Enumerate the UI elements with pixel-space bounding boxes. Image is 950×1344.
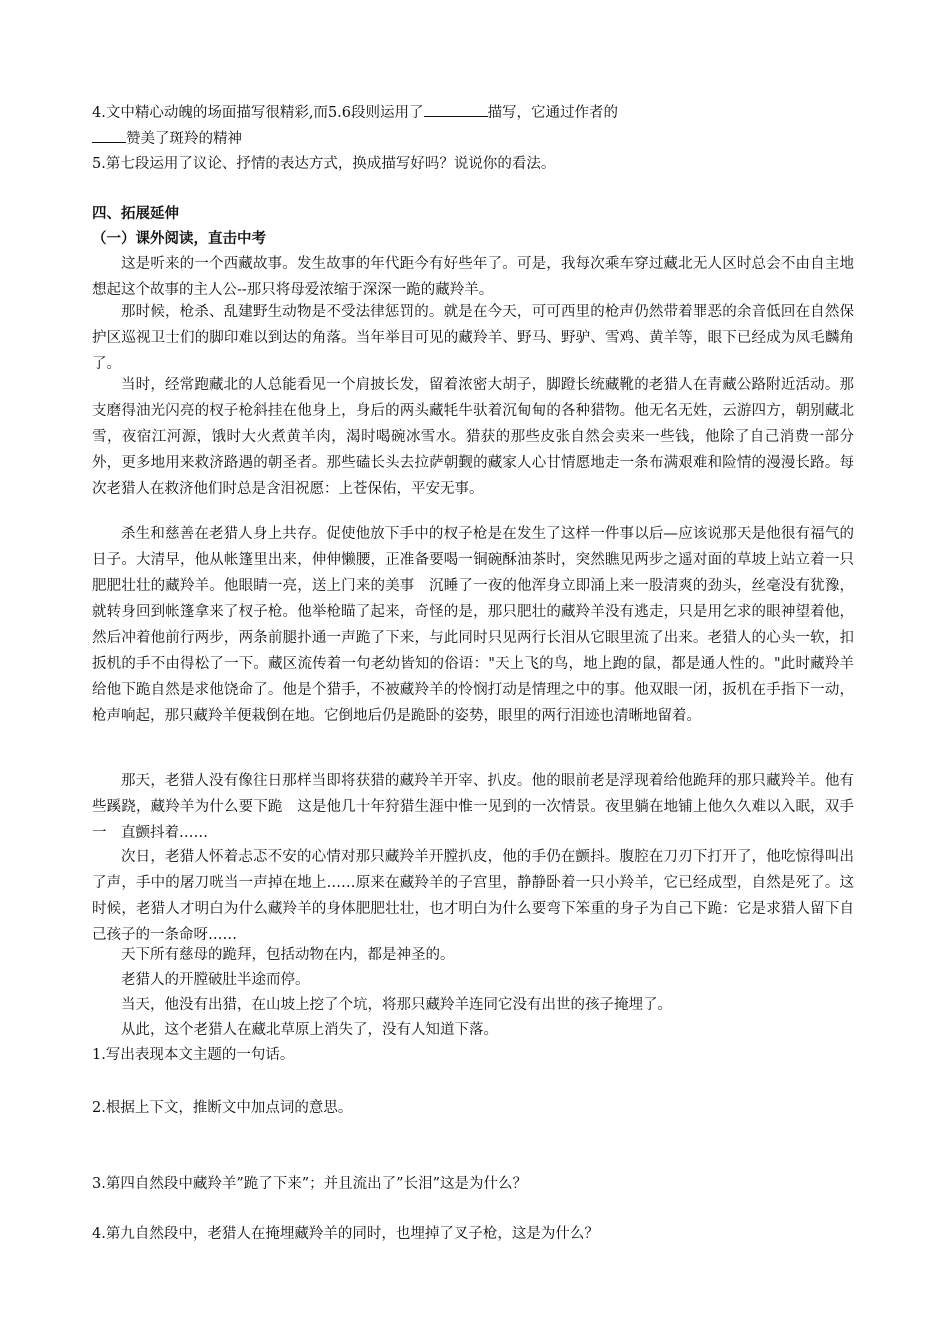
question-4-text-c: 赞美了斑羚的精神 bbox=[126, 131, 242, 147]
story-paragraph-2: 那时候，枪杀、乱建野生动物是不受法律惩罚的。就是在今天，可可西里的枪声仍然带着罪恶的余音低回在自然保护区巡视卫士们的脚印难以到达的角落。当年举目可见的藏羚羊、野马、野驴、雪鸡、黄羊等，眼下已经成为凤毛麟角了。 bbox=[92, 304, 854, 372]
question-4-line-2 bbox=[92, 126, 862, 151]
fill-blank-2[interactable] bbox=[92, 126, 126, 143]
section-title: 四、拓展延伸 bbox=[92, 205, 179, 222]
question-bottom-1: 1.写出表现本文主题的一句话。 bbox=[92, 1047, 295, 1063]
story-paragraph-10: 从此，这个老猎人在藏北草原上消失了，没有人知道下落。 bbox=[121, 1022, 498, 1038]
section-subtitle: （一）课外阅读，直击中考 bbox=[92, 230, 266, 247]
question-4-line-1 bbox=[92, 100, 862, 125]
question-bottom-2: 2.根据上下文，推断文中加点词的意思。 bbox=[92, 1100, 353, 1116]
story-paragraph-6: 次日，老猎人怀着忐忑不安的心情对那只藏羚羊开膛扒皮，他的手仍在颤抖。腹腔在刀刃下打开了，他吃惊得叫出了声，手中的屠刀咣当一声掉在地上……原来在藏羚羊的子宫里，静静卧着一只小羚羊，它已经成型，自然是死了。这时候，老猎人才明白为什么藏羚羊的身体肥肥壮壮，也才明白为什么要弯下笨重的身子为自己下跪：它是求猎人留下自己孩子的一条命呀…… bbox=[92, 849, 854, 943]
question-bottom-3: 3.第四自然段中藏羚羊”跪了下来”；并且流出了”长泪”这是为什么？ bbox=[92, 1176, 527, 1192]
story-paragraph-7: 天下所有慈母的跪拜，包括动物在内，都是神圣的。 bbox=[121, 947, 455, 963]
story-paragraph-1: 这是听来的一个西藏故事。发生故事的年代距今有好些年了。可是，我每次乘车穿过藏北无人区时总会不由自主地想起这个故事的主人公--那只将母爱浓缩于深深一跪的藏羚羊。 bbox=[92, 256, 854, 298]
story-paragraph-5: 那天，老猎人没有像往日那样当即将获猎的藏羚羊开宰、扒皮。他的眼前老是浮现着给他跪拜的那只藏羚羊。他有些蹊跷，藏羚羊为什么要下跪 这是他几十年狩猎生涯中惟一见到的一次情景。夜里躺在地铺上他久久难以入眠，双手一 直颤抖着…… bbox=[92, 773, 854, 841]
question-bottom-4: 4.第九自然段中，老猎人在掩埋藏羚羊的同时，也埋掉了叉子枪，这是为什么？ bbox=[92, 1226, 599, 1242]
question-4-text-a: 4.文中精心动魄的场面描写很精彩,而5.6段则运用了 bbox=[92, 105, 424, 121]
question-4-text-b: 描写，它通过作者的 bbox=[487, 105, 619, 121]
story-paragraph-9: 当天，他没有出猎，在山坡上挖了个坑，将那只藏羚羊连同它没有出世的孩子掩埋了。 bbox=[121, 997, 672, 1013]
story-paragraph-3: 当时，经常跑藏北的人总能看见一个肩披长发，留着浓密大胡子，脚蹬长统藏靴的老猎人在青藏公路附近活动。那支磨得油光闪亮的杈子枪斜挂在他身上，身后的两头藏牦牛驮着沉甸甸的各种猎物。他无名无姓，云游四方，朝别藏北雪，夜宿江河源，饿时大火煮黄羊肉，渴时喝碗冰雪水。猎获的那些皮张自然会卖来一些钱，他除了自己消费一部分外，更多地用来救济路遇的朝圣者。那些磕长头去拉萨朝觐的藏家人心甘情愿地走一条布满艰难和险情的漫漫长路。每次老猎人在救济他们时总是含泪祝愿：上苍保佑，平安无事。 bbox=[92, 377, 854, 497]
question-5: 5.第七段运用了议论、抒情的表达方式，换成描写好吗？说说你的看法。 bbox=[92, 156, 556, 172]
story-paragraph-4: 杀生和慈善在老猎人身上共存。促使他放下手中的杈子枪是在发生了这样一件事以后—应该说那天是他很有福气的日子。大清早，他从帐篷里出来，伸伸懒腰，正准备要喝一铜碗酥油茶时，突然瞧见两步之遥对面的草坡上站立着一只肥肥壮壮的藏羚羊。他眼睛一亮，送上门来的美事 沉睡了一夜的他浑身立即涌上来一股清爽的劲头，丝毫没有犹豫，就转身回到帐篷拿来了杈子枪。他举枪瞄了起来，奇怪的是，那只肥壮的藏羚羊没有逃走，只是用乞求的眼神望着他，然后冲着他前行两步，两条前腿扑通一声跪了下来，与此同时只见两行长泪从它眼里流了出来。老猎人的心头一软，扣扳机的手不由得松了一下。藏区流传着一句老幼皆知的俗语："天上飞的鸟，地上跑的鼠，都是通人性的。"此时藏羚羊给他下跪自然是求他饶命了。他是个猎手，不被藏羚羊的怜悯打动是情理之中的事。他双眼一闭，扳机在手指下一动，枪声响起，那只藏羚羊便栽倒在地。它倒地后仍是跪卧的姿势，眼里的两行泪迹也清晰地留着。 bbox=[92, 526, 854, 724]
fill-blank-1[interactable] bbox=[424, 100, 488, 117]
story-paragraph-8: 老猎人的开膛破肚半途而停。 bbox=[121, 972, 310, 988]
